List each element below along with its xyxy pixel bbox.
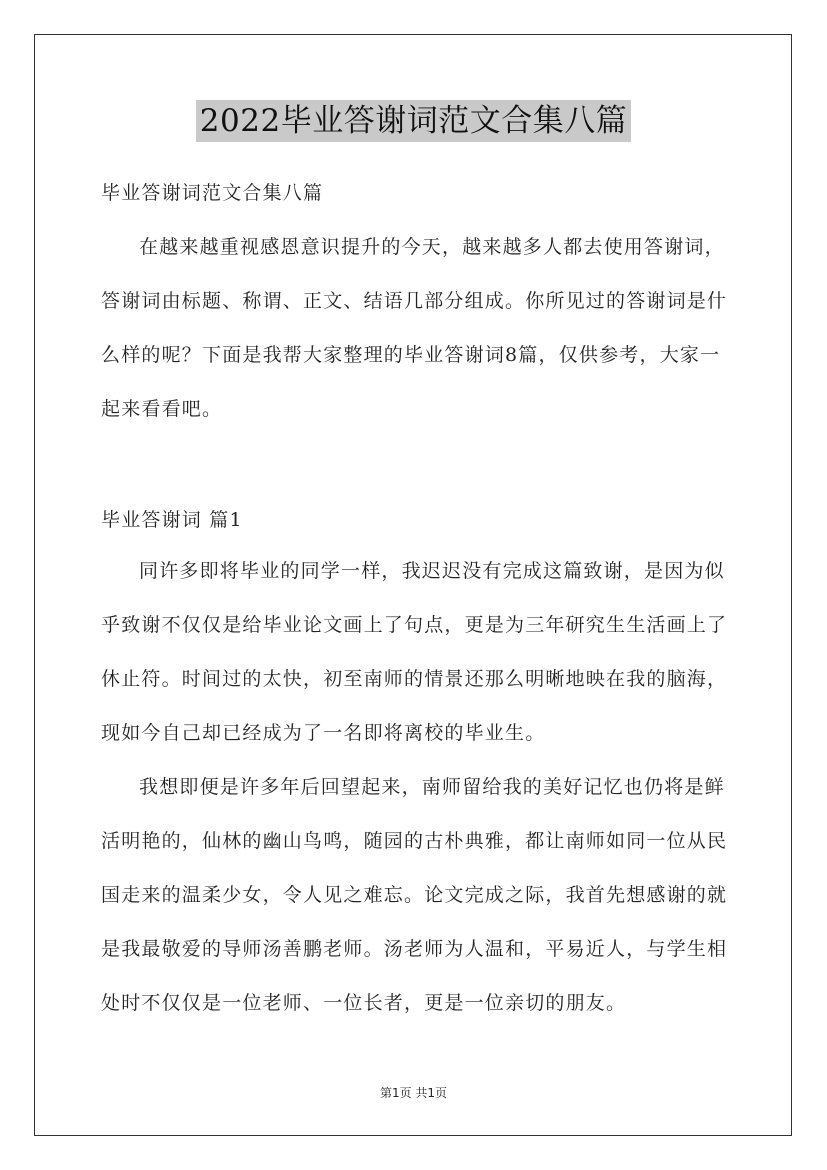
page-footer: 第1页 共1页 <box>379 1086 448 1100</box>
intro-section <box>101 220 729 436</box>
section-1-paragraph-2: 我想即便是许多年后回望起来，南师留给我的美好记忆也仍将是鲜活明艳的，仙林的幽山鸟鸣，随园的古朴典雅，都让南师如同一位从民国走来的温柔少女，令人见之难忘。论文完成之际，我首先想感谢的就是我最敬爱的导师汤善鹏老师。汤老师为人温和，平易近人，与学生相处时不仅仅是一位老师、一位长者，更是一位亲切的朋友。 <box>101 776 728 1014</box>
section-1-paragraph-1: 同许多即将毕业的同学一样，我迟迟没有完成这篇致谢，是因为似乎致谢不仅仅是给毕业论文画上了句点，更是为三年研究生生活画上了休止符。时间过的太快，初至南师的情景还那么明晰地映在我的脑海，现如今自己却已经成为了一名即将离校的毕业生。 <box>101 560 728 744</box>
title-container <box>0 100 827 142</box>
intro-paragraph: 在越来越重视感恩意识提升的今天，越来越多人都去使用答谢词，答谢词由标题、称谓、正文、结语几部分组成。你所见过的答谢词是什么样的呢？下面是我帮大家整理的毕业答谢词8篇，仅供参考，大家一起来看看吧。 <box>101 236 728 420</box>
section-heading-1: 毕业答谢词 篇1 <box>101 509 243 531</box>
document-subtitle: 毕业答谢词范文合集八篇 <box>101 182 324 204</box>
section-1-body <box>101 544 729 1030</box>
document-title: 2022毕业答谢词范文合集八篇 <box>196 100 631 142</box>
